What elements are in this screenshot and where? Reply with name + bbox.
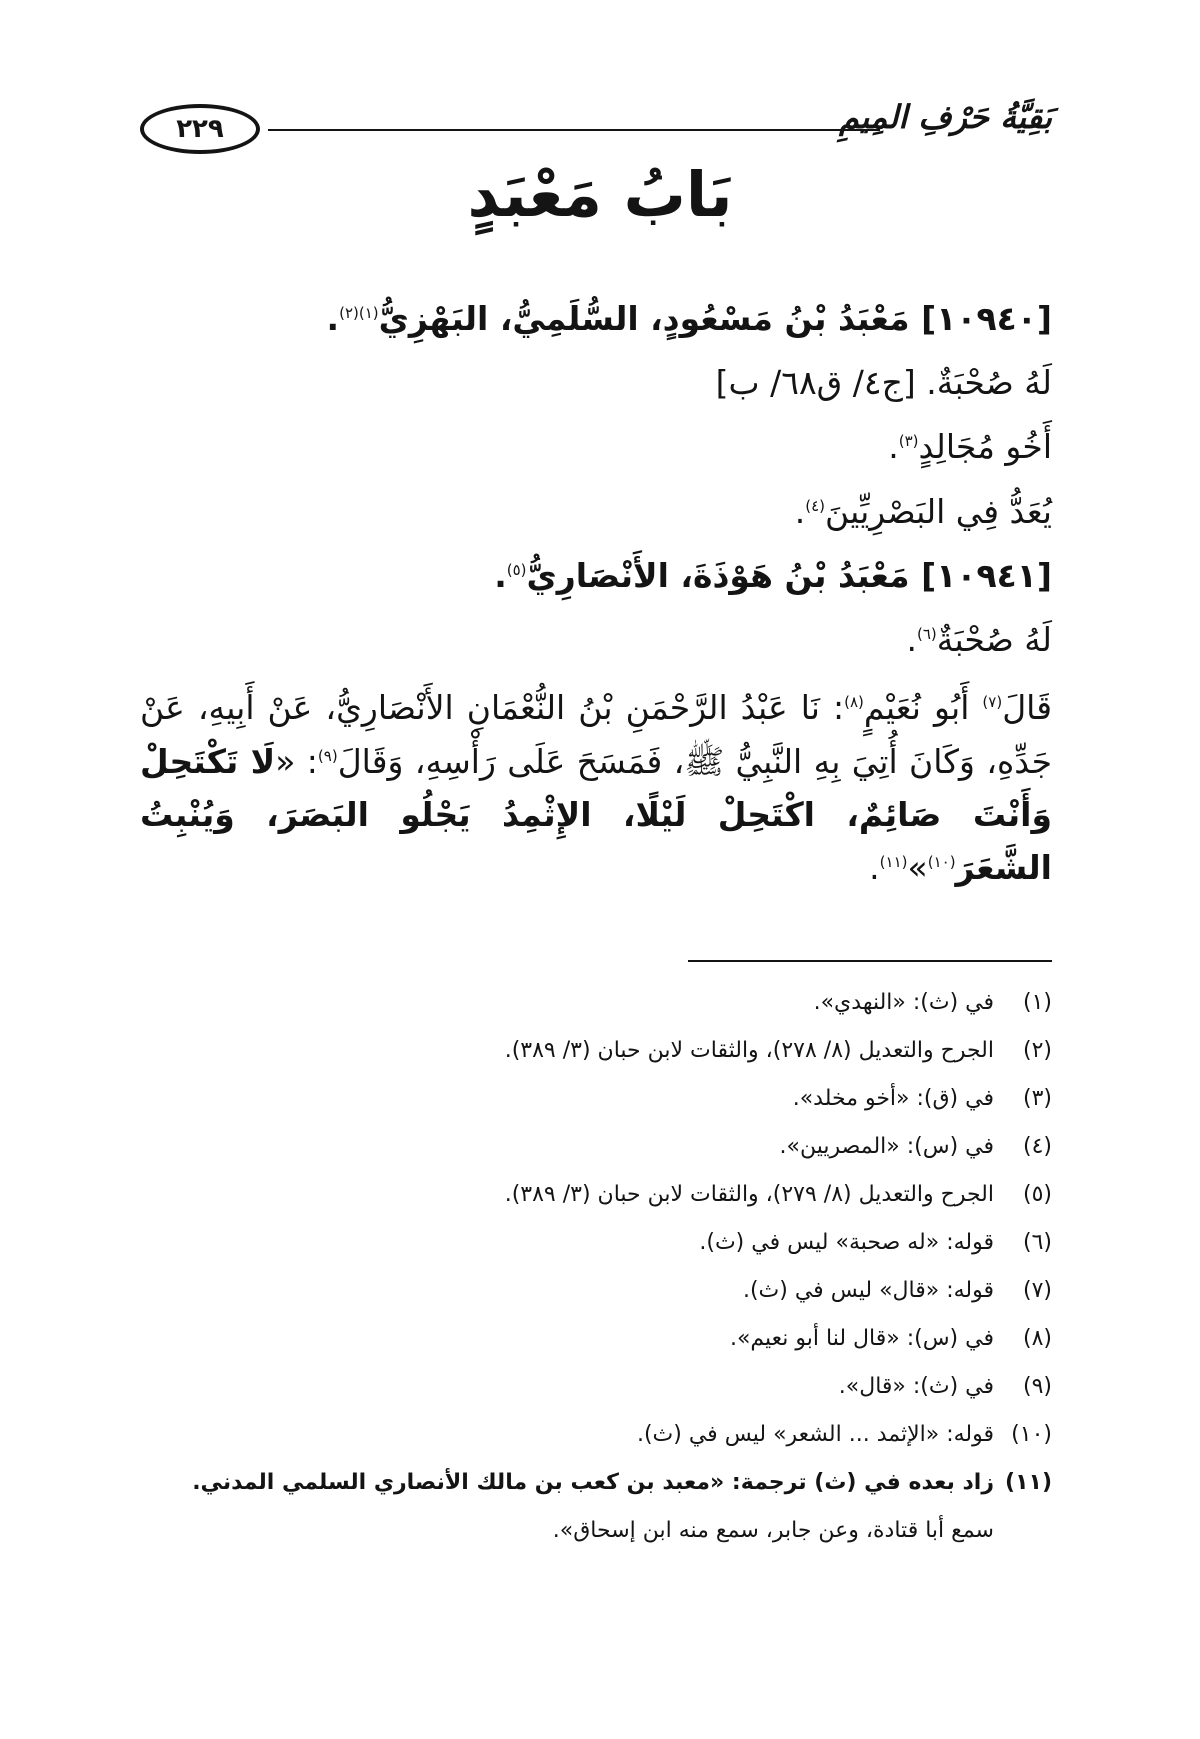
footnote-ref: (٧): [982, 693, 1003, 712]
hadith-paragraph: قَالَ$^{(٧)}$ أَبُو نُعَيْمٍ$^{(٨)}$: نَا عَبْدُ الرَّحْمَنِ بْنُ النُّعْمَانِ الأَنْصَارِيُّ، عَنْ أَبِيهِ، عَنْ جَدِّهِ، وَكَانَ أُتِيَ بِهِ النَّبِيُّ ﷺ، فَمَسَحَ عَلَى رَأْسِهِ، وَقَالَ$^{(٩)}$: «لَا تَكْتَحِلْ وَأَنْتَ صَائِمٌ، اكْتَحِلْ لَيْلًا، الإِثْمِدُ يَجْلُو البَصَرَ، وَيُنْبِتُ الشَّعَرَ$^{(١٠)}$»$^{(١١)}$.: [140, 688, 1053, 888]
entry-line-text: لَهُ صُحْبَةٌ: [936, 619, 1052, 659]
entry-heading-10940: [١٠٩٤٠] مَعْبَدُ بْنُ مَسْعُودٍ، السُّلَمِيُّ، البَهْزِيُّ$^{(١)(٢)}$.: [326, 299, 1052, 338]
footnote-item: [140, 1182, 1052, 1230]
footnote-separator: [688, 960, 1052, 962]
entry-line-brother: أَخُو مُجَالِدٍ$^{(٣)}$.: [888, 427, 1052, 467]
footnote-ref: (١١): [879, 853, 908, 872]
footnote-number: (١٠): [1011, 1422, 1052, 1447]
entry-heading-10941: [١٠٩٤١] مَعْبَدُ بْنُ هَوْذَةَ، الأَنْصَارِيُّ$^{(٥)}$.: [494, 555, 1052, 595]
footnote-text: في (ث): «قال».: [838, 1374, 994, 1399]
footnote-number: (٢): [1022, 1038, 1052, 1063]
footnote-text: في (ق): «أخو مخلد».: [792, 1086, 994, 1111]
page-number: ٢٢٩: [140, 104, 260, 154]
footnote-text: قوله: «قال» ليس في (ث).: [742, 1278, 994, 1303]
footnote-number: (٨): [1022, 1326, 1052, 1351]
footnote-text: سمع أبا قتادة، وعن جابر، سمع منه ابن إسحاق».: [552, 1518, 994, 1543]
narration-text: أَبُو نُعَيْمٍ: [863, 688, 983, 728]
footnote-text: قوله: «الإثمد ... الشعر» ليس في (ث).: [636, 1422, 994, 1447]
main-text: [140, 296, 1052, 913]
footnote-text: في (س): «قال لنا أبو نعيم».: [729, 1326, 994, 1351]
chapter-title: بَابُ مَعْبَدٍ: [467, 158, 733, 231]
footnote-number: (٥): [1022, 1182, 1052, 1207]
footnote-number: (١١): [1005, 1470, 1052, 1495]
footnote-item: [140, 990, 1052, 1038]
footnote-ref: (٩): [317, 746, 338, 765]
running-head: بَقِيَّةُ حَرْفِ المِيمِ: [839, 98, 1052, 136]
footnote-number: (١): [1022, 990, 1052, 1015]
footnote-text: الجرح والتعديل (٨/ ٢٧٩)، والثقات لابن حبان (٣/ ٣٨٩).: [504, 1182, 994, 1207]
entry-line-companion: لَهُ صُحْبَةٌ. [ج٤/ ق٦٨/ ب]: [715, 363, 1052, 403]
entry-line-text: أَخُو مُجَالِدٍ: [918, 427, 1052, 467]
entry-line-basrans: يُعَدُّ فِي البَصْرِيِّينَ$^{(٤)}$.: [794, 491, 1052, 531]
footnote-ref: (٨): [844, 693, 864, 712]
footnote-ref: (٦): [917, 624, 937, 643]
footnote-item: [140, 1086, 1052, 1134]
footnote-item: [140, 1134, 1052, 1182]
entry-heading-text: [١٠٩٤٠] مَعْبَدُ بْنُ مَسْعُودٍ، السُّلَمِيُّ، البَهْزِيُّ: [378, 299, 1052, 338]
footnote-number: (٧): [1022, 1278, 1052, 1303]
footnotes: [140, 990, 1052, 1566]
footnote-item: [140, 1326, 1052, 1374]
footnote-number: (٦): [1022, 1230, 1052, 1255]
header-rule: [268, 129, 880, 131]
footnote-text: الجرح والتعديل (٨/ ٢٧٨)، والثقات لابن حبان (٣/ ٣٨٩).: [504, 1038, 994, 1063]
footnote-ref: (٣): [898, 432, 919, 451]
footnote-ref: (٥): [506, 560, 527, 579]
footnote-item: [140, 1374, 1052, 1422]
footnote-item: [140, 1038, 1052, 1086]
footnote-number: (٤): [1022, 1134, 1052, 1159]
narration-text: قَالَ: [1002, 688, 1053, 728]
footnote-text: قوله: «له صحبة» ليس في (ث).: [699, 1230, 994, 1255]
footnote-item: [140, 1278, 1052, 1326]
hadith-text: لَا تَكْتَحِلْ وَأَنْتَ صَائِمٌ، اكْتَحِلْ لَيْلًا، الإِثْمِدُ يَجْلُو البَصَرَ، وَيُنْبِتُ الشَّعَرَ: [140, 741, 1052, 888]
footnote-text: زاد بعده في (ث) ترجمة: «معبد بن كعب بن مالك الأنصاري السلمي المدني.: [192, 1470, 994, 1495]
footnote-continuation: [140, 1518, 1052, 1566]
footnote-ref: (١٠): [927, 853, 956, 872]
entry-line-text: يُعَدُّ فِي البَصْرِيِّينَ: [825, 491, 1052, 531]
quote-close: »: [907, 848, 928, 888]
footnote-number: (٣): [1022, 1086, 1052, 1111]
quote-open: : «: [275, 741, 318, 781]
narration-text: : نَا عَبْدُ الرَّحْمَنِ بْنُ النُّعْمَانِ الأَنْصَارِيُّ، عَنْ أَبِيهِ، عَنْ جَدِّهِ، وَكَانَ أُتِيَ بِهِ النَّبِيُّ ﷺ، فَمَسَحَ عَلَى رَأْسِهِ، وَقَالَ: [140, 688, 1052, 781]
page-header: [140, 90, 1052, 160]
footnote-text: في (س): «المصريين».: [779, 1134, 994, 1159]
footnote-item: [140, 1230, 1052, 1278]
entry-line-companion: لَهُ صُحْبَةٌ$^{(٦)}$.: [906, 619, 1052, 659]
footnote-item: [140, 1422, 1052, 1470]
footnote-ref: (١)(٢): [339, 304, 379, 322]
footnote-number: (٩): [1022, 1374, 1052, 1399]
footnote-ref: (٤): [805, 496, 826, 515]
footnote-text: في (ث): «النهدي».: [813, 990, 994, 1015]
footnote-item: [140, 1470, 1052, 1518]
entry-heading-text: [١٠٩٤١] مَعْبَدُ بْنُ هَوْذَةَ، الأَنْصَارِيُّ: [526, 555, 1052, 595]
